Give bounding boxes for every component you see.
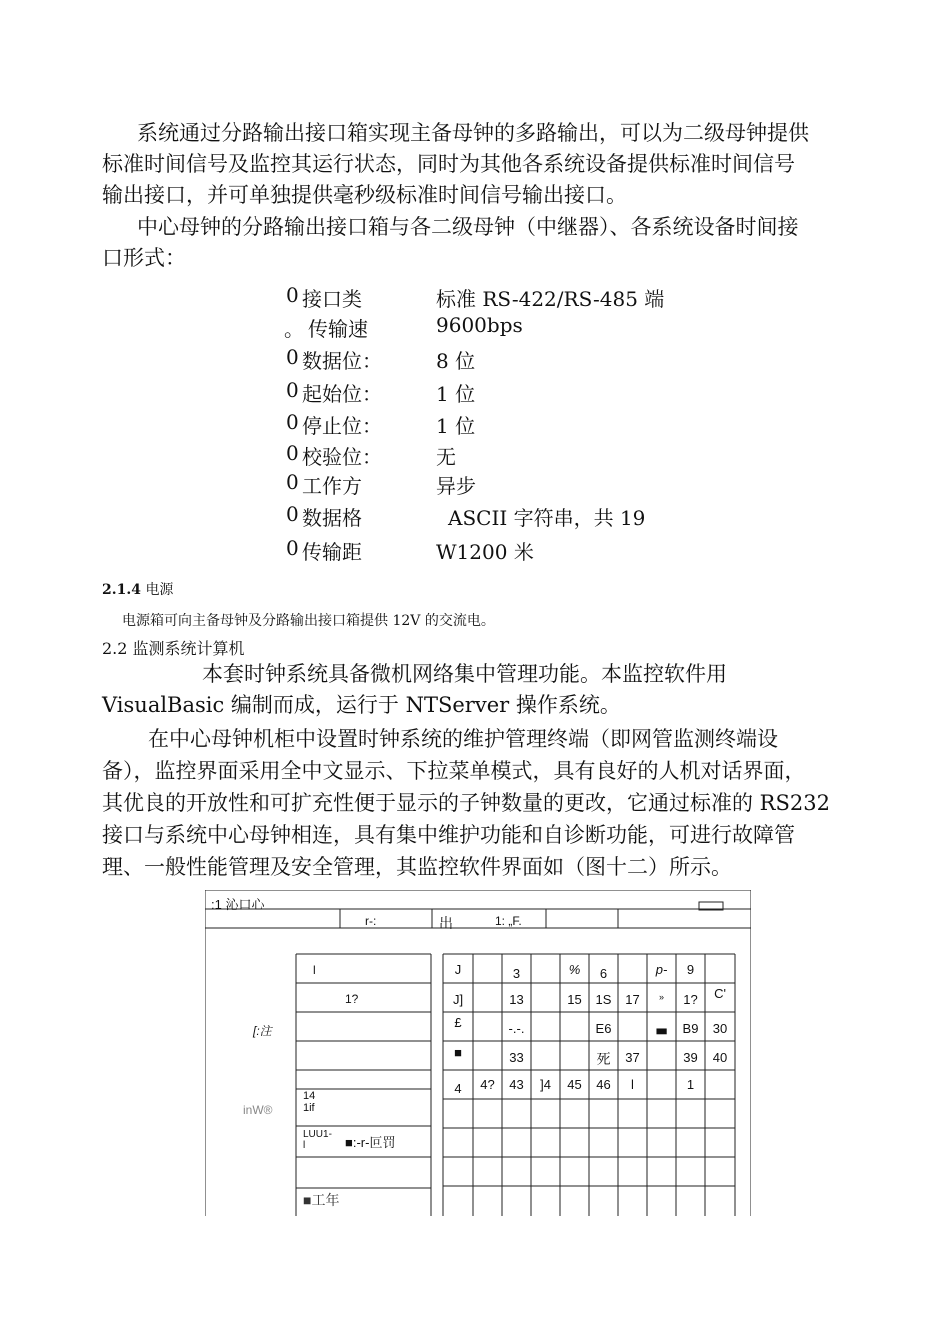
spec-row-label: 停止位： [302, 414, 382, 438]
grid-cell: 6 [599, 966, 608, 981]
spec-row-label: 起始位： [302, 382, 382, 406]
spec-row-label: 数据格 [302, 506, 362, 530]
grid-cell: 39 [683, 1050, 698, 1065]
grid-cell: » [658, 992, 664, 1002]
spec-row-value: 9600bps [436, 313, 523, 337]
grid-cell: 33 [509, 1050, 524, 1065]
grid-cell: 4 [454, 1081, 462, 1096]
grid-cell: 3 [512, 966, 521, 981]
grid-cell: 40 [712, 1050, 728, 1065]
grid-cell: 1? [683, 992, 698, 1007]
grid-cell: 43 [509, 1077, 524, 1092]
spec-row-value: 1 位 [436, 414, 476, 438]
spec-row-label: 校验位： [302, 445, 382, 469]
spec-row-bullet: 0 [286, 378, 299, 402]
spec-row-label: 接口类 [302, 287, 362, 311]
grid-cell: 15 [567, 992, 582, 1007]
grid-cell: l [631, 1077, 634, 1092]
figure-frame-lines [205, 890, 751, 1216]
grid-cell: 37 [625, 1050, 640, 1065]
grid-cell: 45 [567, 1077, 582, 1092]
section-22-line: 理、一般性能管理及安全管理，其监控软件界面如（图十二）所示。 [102, 855, 732, 879]
grid-cell: 1S [595, 992, 612, 1007]
figure-left-cell: ■工年 [303, 1192, 340, 1208]
figure-toolbar-item[interactable]: r-: [365, 914, 377, 928]
spec-row-value: 标准 RS-422/RS-485 端 [436, 287, 665, 311]
spec-row-label: 数据位： [302, 349, 382, 373]
section-22-line: 接口与系统中心母钟相连，具有集中维护功能和自诊断功能，可进行故障管 [102, 823, 795, 847]
grid-cell: ]4 [540, 1077, 551, 1092]
intro-line-3: 输出接口，并可单独提供毫秒级标准时间信号输出接口。 [102, 183, 627, 207]
grid-cell: 1 [686, 1077, 695, 1092]
intro-line-1: 系统通过分路输出接口箱实现主备母钟的多路输出，可以为二级母钟提供 [137, 121, 809, 145]
interface-line-1: 中心母钟的分路输出接口箱与各二级母钟（中继器）、各系统设备时间接 [137, 215, 799, 239]
grid-cell: % [568, 962, 581, 977]
grid-cell: ▃ [656, 1019, 667, 1034]
spec-row-value: 无 [436, 445, 456, 469]
figure-toolbar-item[interactable]: 1: „F. [495, 914, 522, 928]
spec-row-bullet: 0 [286, 283, 299, 307]
figure-left-cell: 14 1if [303, 1090, 316, 1114]
figure-left-cell: l [313, 963, 316, 977]
spec-row-bullet: 。 [284, 317, 304, 341]
spec-row-label: 传输距 [302, 540, 362, 564]
section-214-number: 2.1.4 [102, 582, 141, 598]
figure-left-label: inW® [243, 1103, 273, 1117]
section-22-line: 其优良的开放性和可扩充性便于显示的子钟数量的更改，它通过标准的 RS232 [102, 791, 830, 815]
spec-row-bullet: 0 [286, 410, 299, 434]
grid-cell: 9 [686, 962, 695, 977]
monitor-software-figure [205, 890, 751, 1216]
figure-toolbar-item[interactable]: 出 [439, 915, 453, 931]
section-22-line: 在中心母钟机柜中设置时钟系统的维护管理终端（即网管监测终端设 [148, 727, 778, 751]
spec-row-value: 8 位 [436, 349, 476, 373]
grid-cell: 13 [509, 992, 524, 1007]
intro-line-2: 标准时间信号及监控其运行状态，同时为其他各系统设备提供标准时间信号 [102, 152, 795, 176]
spec-row-bullet: 0 [286, 441, 299, 465]
grid-cell: B9 [682, 1021, 699, 1036]
spec-row-bullet: 0 [286, 345, 299, 369]
section-22-heading: 2.2 监测系统计算机 [102, 639, 245, 658]
spec-row-value: 异步 [436, 474, 476, 498]
figure-title-bar: :1 沁口心 [211, 897, 265, 912]
section-214-heading [102, 579, 173, 599]
spec-row-value: 1 位 [436, 382, 476, 406]
spec-row-value: ASCII 字符串，共 19 [448, 506, 646, 530]
grid-cell: C' [714, 986, 726, 1001]
grid-cell: -.-. [508, 1021, 525, 1036]
figure-left-label: [:注 [253, 1024, 272, 1038]
spec-row-bullet: 0 [286, 470, 299, 494]
figure-left-cell: ■:-r-叵罚 [345, 1135, 396, 1150]
spec-row-bullet: 0 [286, 502, 299, 526]
grid-cell: 4? [480, 1077, 495, 1092]
grid-cell: E6 [595, 1021, 612, 1036]
figure-left-cell: 1? [345, 992, 359, 1006]
figure-left-cell: LUU1- l [303, 1129, 332, 1151]
grid-cell: 30 [712, 1021, 728, 1036]
spec-row-value: W1200 米 [436, 540, 534, 564]
spec-row-bullet: 0 [286, 536, 299, 560]
grid-cell: p- [655, 962, 668, 977]
section-22-line: 备），监控界面采用全中文显示、下拉菜单模式，具有良好的人机对话界面， [102, 759, 806, 783]
section-214-body: 电源箱可向主备母钟及分路输出接口箱提供 12V 的交流电。 [122, 613, 495, 629]
grid-cell: 46 [596, 1077, 611, 1092]
section-22-line: 本套时钟系统具备微机网络集中管理功能。本监控软件用 [202, 662, 727, 686]
spec-row-label: 工作方 [302, 474, 362, 498]
grid-cell: ■ [454, 1045, 462, 1060]
spec-row-label: 传输速 [308, 317, 368, 341]
grid-cell: J [454, 962, 462, 977]
grid-cell: 17 [625, 992, 640, 1007]
section-214-title: 电源 [145, 582, 174, 598]
grid-cell: £ [454, 1015, 462, 1030]
grid-cell: 死 [596, 1051, 611, 1067]
grid-cell: J] [452, 992, 464, 1007]
interface-line-2: 口形式： [102, 246, 186, 270]
section-22-line: VisualBasic 编制而成，运行于 NTServer 操作系统。 [102, 693, 621, 717]
